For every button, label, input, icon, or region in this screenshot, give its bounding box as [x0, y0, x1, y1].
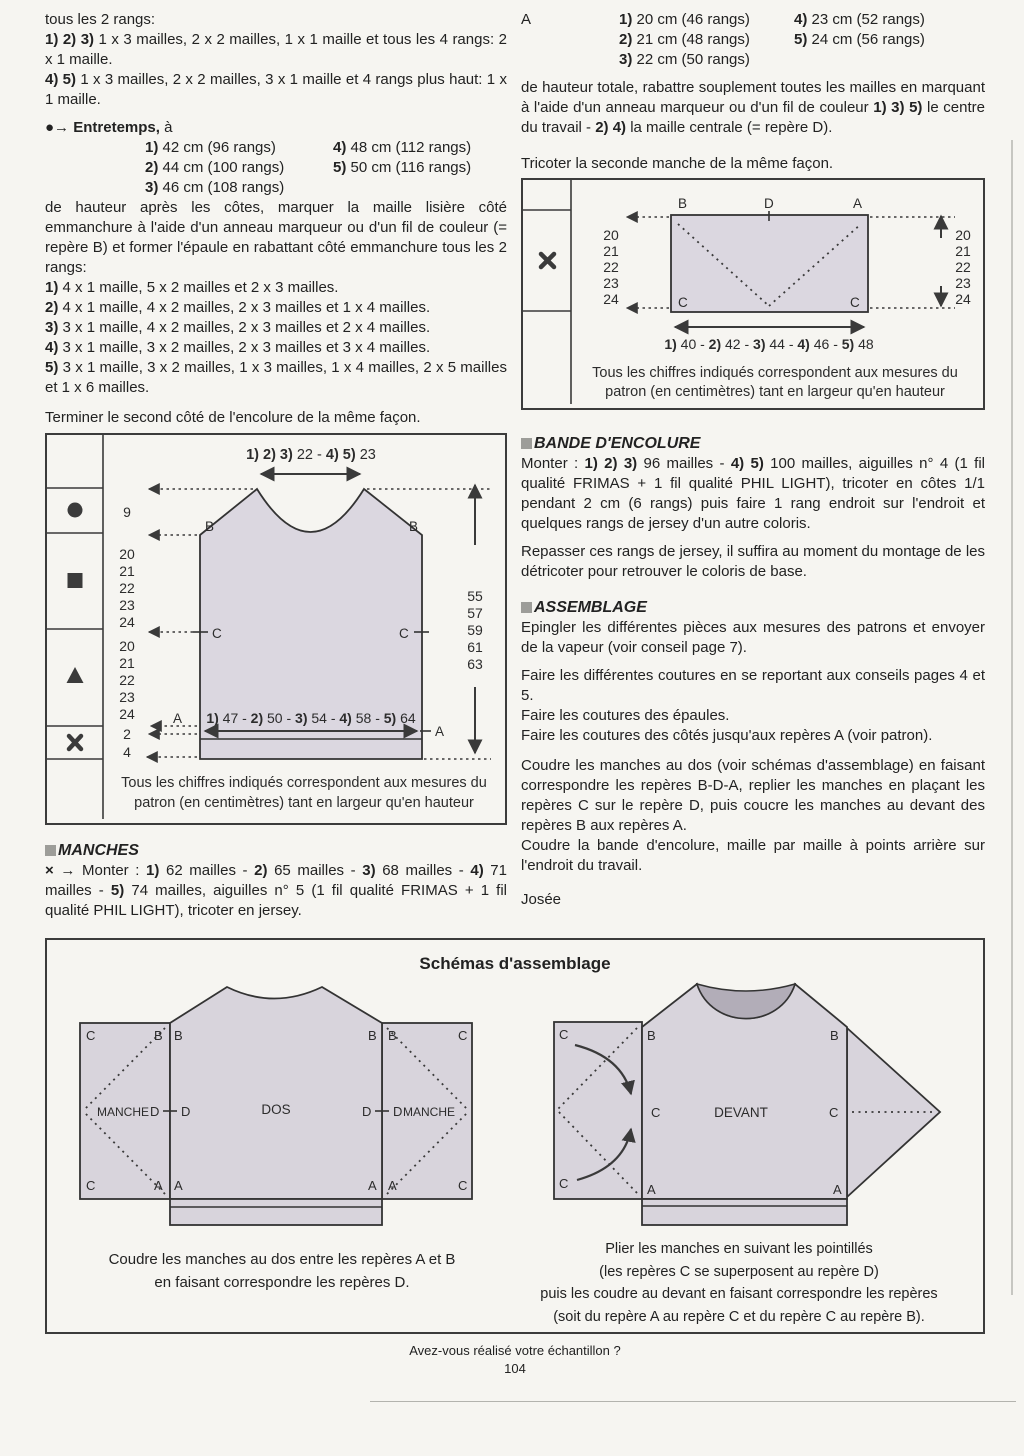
svg-text:B: B: [174, 1028, 183, 1043]
paragraph: 4) 5) 1 x 3 mailles, 2 x 2 mailles, 3 x 1 maille et 4 rangs plus haut: 1 x 1 maille.: [45, 71, 507, 108]
svg-text:D: D: [150, 1104, 160, 1119]
paragraph: Repasser ces rangs de jersey, il suffira au moment du montage de les détricoter pour retrouver le coloris de base.: [521, 543, 985, 580]
sleeve-width-label: 1) 40 - 2) 42 - 3) 44 - 4) 46 - 5) 48: [664, 336, 874, 352]
measure-cell: [521, 30, 619, 50]
svg-text:24: 24: [119, 614, 135, 630]
svg-text:A: A: [853, 196, 863, 211]
svg-text:23: 23: [119, 689, 135, 705]
svg-text:23: 23: [603, 275, 619, 291]
sleeve-measure-row: [521, 50, 985, 70]
dos-schema-caption: [67, 1248, 497, 1294]
paragraph: Faire les différentes coutures en se reportant aux conseils pages 4 et 5.: [521, 667, 985, 704]
body-pattern-svg: [47, 435, 501, 819]
signature: Josée: [521, 891, 562, 908]
paragraph: Terminer le second côté de l'encolure de la même façon.: [45, 409, 421, 426]
devant-ribbing-band: [642, 1199, 847, 1225]
svg-text:21: 21: [603, 243, 619, 259]
svg-text:B: B: [830, 1028, 839, 1043]
measure-cell: 5) 50 cm (116 rangs): [333, 159, 472, 176]
footer-divider: [370, 1401, 1016, 1402]
x-symbol: [69, 736, 81, 749]
svg-text:C: C: [458, 1178, 468, 1193]
svg-text:D: D: [362, 1104, 372, 1119]
right-measures: [955, 227, 971, 307]
manche-label: MANCHE: [402, 1105, 456, 1119]
svg-text:A: A: [647, 1182, 656, 1197]
svg-text:22: 22: [119, 672, 135, 688]
svg-text:22: 22: [955, 259, 971, 275]
svg-text:A: A: [388, 1178, 397, 1193]
svg-text:23: 23: [119, 597, 135, 613]
svg-text:A: A: [154, 1178, 163, 1193]
square-symbol: [68, 573, 83, 588]
entretemps-row: [45, 138, 507, 158]
paragraph: de hauteur après les côtes, marquer la maille lisière côté emmanchure à l'aide d'un anneau marqueur ou d'un fil de couleur (= repère B) et former l'épaule en rabattant côté emmanchure tous les 2 rangs:: [45, 199, 507, 276]
paragraph: de hauteur totale, rabattre souplement toutes les mailles en marquant à l'aide d'un anneau marqueur ou d'un fil de couleur 1) 3) 5) le centre du travail - 2) 4) la maille centrale (= repère D).: [521, 79, 985, 136]
paragraph: 1) 2) 3) 1 x 3 mailles, 2 x 2 mailles, 1 x 1 maille et tous les 4 rangs: 2 x 1 maille.: [45, 31, 507, 68]
svg-text:24: 24: [603, 291, 619, 307]
sleeve-measure-row: [521, 30, 985, 50]
paragraph: Faire les coutures des épaules.: [521, 707, 730, 724]
measure-cell: 2) 44 cm (100 rangs): [145, 159, 285, 176]
measure-cell: [794, 50, 985, 70]
measure-cell: 4) 23 cm (52 rangs): [794, 11, 925, 28]
svg-text:B: B: [647, 1028, 656, 1043]
diagram-caption-line2: patron (en centimètres) tant en largeur qu'en hauteur: [605, 384, 945, 400]
shoulder-step: 2) 4 x 1 maille, 4 x 2 mailles, 2 x 3 mailles et 1 x 4 mailles.: [45, 299, 431, 316]
manches-heading-label: MANCHES: [58, 842, 139, 859]
measure-cell: 3) 46 cm (108 rangs): [145, 179, 285, 196]
dos-assembly-schema: [65, 982, 505, 1282]
marker-a-label: A: [521, 11, 532, 28]
paragraph: Coudre la bande d'encolure, maille par maille à points arrière sur l'endroit du travail.: [521, 837, 985, 874]
page-edge-shadow: [1011, 140, 1013, 1295]
paragraph: Epingler les différentes pièces aux mesures des patrons et envoyer de la vapeur (voir conseil page 7).: [521, 619, 985, 656]
paragraph: tous les 2 rangs:: [45, 11, 156, 28]
svg-text:20: 20: [955, 227, 971, 243]
diagram-caption-line1: Tous les chiffres indiqués correspondent aux mesures du: [592, 365, 958, 381]
section-bullet-icon: [521, 602, 532, 613]
svg-text:C: C: [399, 626, 409, 641]
section-bullet-icon: [521, 438, 532, 449]
svg-text:B: B: [154, 1028, 163, 1043]
measure-cell: [521, 50, 619, 70]
measure-cell: [333, 178, 507, 198]
svg-text:59: 59: [467, 622, 483, 638]
footer-question: Avez-vous réalisé votre échantillon ?: [409, 1343, 621, 1358]
symbol-column: [47, 435, 103, 819]
dos-ribbing-band: [170, 1199, 382, 1225]
bande-encolure-heading: [521, 434, 985, 454]
devant-label: DEVANT: [714, 1105, 768, 1120]
assembly-schemas-box: [45, 938, 985, 1334]
section-bullet-icon: [45, 845, 56, 856]
svg-text:C: C: [678, 295, 688, 310]
folded-sleeve-piece: [847, 1028, 940, 1197]
caption-line: (les repères C se superposent au repère D): [599, 1263, 879, 1280]
caption-line: Plier les manches en suivant les pointillés: [605, 1241, 873, 1257]
page-number: 104: [504, 1361, 526, 1376]
schemas-title: Schémas d'assemblage: [419, 954, 611, 973]
svg-text:A: A: [833, 1182, 842, 1197]
paragraph: Tricoter la seconde manche de la même façon.: [521, 155, 834, 172]
sleeve-pattern-diagram: [521, 178, 985, 410]
paragraph: Faire les coutures des côtés jusqu'aux repères A (voir patron).: [521, 727, 933, 744]
svg-text:20: 20: [119, 546, 135, 562]
sleeve-measure-row: [521, 10, 985, 30]
svg-text:B: B: [678, 196, 688, 211]
triangle-symbol: [67, 667, 84, 683]
shoulder-step: 5) 3 x 1 maille, 3 x 2 mailles, 1 x 3 mailles, 1 x 4 mailles, 2 x 5 mailles et 1 x 6 mailles.: [45, 359, 507, 396]
svg-text:63: 63: [467, 656, 483, 672]
bande-heading-label: BANDE D'ENCOLURE: [534, 435, 701, 452]
svg-text:A: A: [368, 1178, 377, 1193]
svg-text:24: 24: [955, 291, 971, 307]
svg-text:9: 9: [123, 504, 131, 520]
svg-text:C: C: [559, 1176, 569, 1191]
svg-text:A: A: [174, 1178, 183, 1193]
svg-text:C: C: [212, 626, 222, 641]
svg-text:21: 21: [119, 563, 135, 579]
manches-text: × → Monter : 1) 62 mailles - 2) 65 mailles - 3) 68 mailles - 4) 71 mailles - 5) 74 mailles, aiguilles n° 5 (1 fil qualité FRIMAS + 1 fil qualité PHIL LIGHT), tricoter en jersey.: [45, 862, 507, 919]
manches-heading: [45, 841, 507, 861]
entretemps-row: [45, 178, 507, 198]
svg-text:22: 22: [119, 580, 135, 596]
svg-text:4: 4: [123, 744, 131, 760]
right-measures: [467, 588, 483, 672]
svg-text:C: C: [651, 1105, 661, 1120]
neck-width-label: 1) 2) 3) 22 - 4) 5) 23: [246, 447, 376, 463]
shoulder-step: 1) 4 x 1 maille, 5 x 2 mailles et 2 x 3 mailles.: [45, 279, 339, 296]
measure-cell: 1) 20 cm (46 rangs): [619, 11, 750, 28]
svg-text:C: C: [86, 1028, 96, 1043]
measure-cell: 3) 22 cm (50 rangs): [619, 51, 750, 68]
right-column: [521, 10, 985, 910]
assemblage-heading-label: ASSEMBLAGE: [534, 599, 647, 616]
svg-text:C: C: [829, 1105, 839, 1120]
svg-text:B: B: [205, 519, 215, 534]
measure-cell: 5) 24 cm (56 rangs): [794, 31, 925, 48]
dos-label: DOS: [261, 1102, 291, 1117]
sleeve-piece: [671, 215, 868, 312]
left-measures: [603, 227, 619, 307]
svg-text:61: 61: [467, 639, 483, 655]
sleeve-pattern-svg: [523, 180, 979, 404]
svg-text:21: 21: [955, 243, 971, 259]
caption-line: en faisant correspondre les repères D.: [154, 1274, 410, 1291]
svg-text:B: B: [388, 1028, 397, 1043]
svg-text:22: 22: [603, 259, 619, 275]
entretemps-heading: ●→ Entretemps, à: [45, 119, 173, 136]
svg-text:C: C: [86, 1178, 96, 1193]
shoulder-step: 4) 3 x 1 maille, 3 x 2 mailles, 2 x 3 mailles et 3 x 4 mailles.: [45, 339, 431, 356]
measure-cell: 2) 21 cm (48 rangs): [619, 31, 750, 48]
body-pattern-diagram: [45, 433, 507, 825]
assemblage-heading: [521, 598, 985, 618]
svg-text:20: 20: [119, 638, 135, 654]
svg-text:D: D: [181, 1104, 191, 1119]
svg-text:23: 23: [955, 275, 971, 291]
circle-symbol: [68, 503, 83, 518]
svg-text:20: 20: [603, 227, 619, 243]
svg-text:C: C: [559, 1027, 569, 1042]
shoulder-step: 3) 3 x 1 maille, 4 x 2 mailles, 2 x 3 mailles et 2 x 4 mailles.: [45, 319, 431, 336]
paragraph: Monter : 1) 2) 3) 96 mailles - 4) 5) 100 mailles, aiguilles n° 4 (1 fil qualité FRIMAS + 1 fil qualité PHIL LIGHT), tricoter en côtes 1/1 pendant 2 cm (6 rangs) puis faire 1 rang endroit sur l'endroit et quelques rangs de jersey d'un autre coloris.: [521, 455, 985, 532]
svg-text:A: A: [173, 711, 183, 726]
manche-label: MANCHE: [96, 1105, 150, 1119]
hem-width-label: 1) 47 - 2) 50 - 3) 54 - 4) 58 - 5) 64: [206, 710, 416, 726]
svg-text:D: D: [764, 196, 774, 211]
paragraph: Coudre les manches au dos (voir schémas d'assemblage) en faisant correspondre les repères B-D-A, replier les manches en plaçant les repères C sur le repère D, puis coucre les manches au devant des repères B aux repères A.: [521, 757, 985, 834]
svg-text:C: C: [850, 295, 860, 310]
measure-cell: 4) 48 cm (112 rangs): [333, 139, 472, 156]
svg-text:B: B: [409, 519, 419, 534]
svg-text:D: D: [393, 1104, 403, 1119]
entretemps-row: [45, 158, 507, 178]
svg-text:A: A: [435, 724, 445, 739]
left-column: [45, 10, 507, 921]
x-symbol: [541, 254, 554, 267]
diagram-caption-line1: Tous les chiffres indiqués correspondent aux mesures du: [121, 775, 487, 791]
diagram-caption-line2: patron (en centimètres) tant en largeur qu'en hauteur: [134, 795, 474, 811]
caption-line: puis les coudre au devant en faisant correspondre les repères: [540, 1286, 938, 1302]
left-measures: [119, 504, 135, 760]
page-footer: [45, 1342, 985, 1378]
symbol-column: [523, 180, 571, 404]
measure-cell: 1) 42 cm (96 rangs): [145, 139, 276, 156]
devant-schema-caption: [499, 1238, 979, 1328]
svg-text:C: C: [458, 1028, 468, 1043]
svg-text:55: 55: [467, 588, 483, 604]
devant-assembly-schema: [527, 982, 967, 1282]
dos-piece: [170, 987, 382, 1199]
svg-text:2: 2: [123, 726, 131, 742]
caption-line: (soit du repère A au repère C et du repère C au repère B).: [553, 1308, 925, 1325]
svg-text:24: 24: [119, 706, 135, 722]
svg-text:B: B: [368, 1028, 377, 1043]
caption-line: Coudre les manches au dos entre les repères A et B: [108, 1251, 456, 1268]
svg-text:57: 57: [467, 605, 483, 621]
svg-text:21: 21: [119, 655, 135, 671]
